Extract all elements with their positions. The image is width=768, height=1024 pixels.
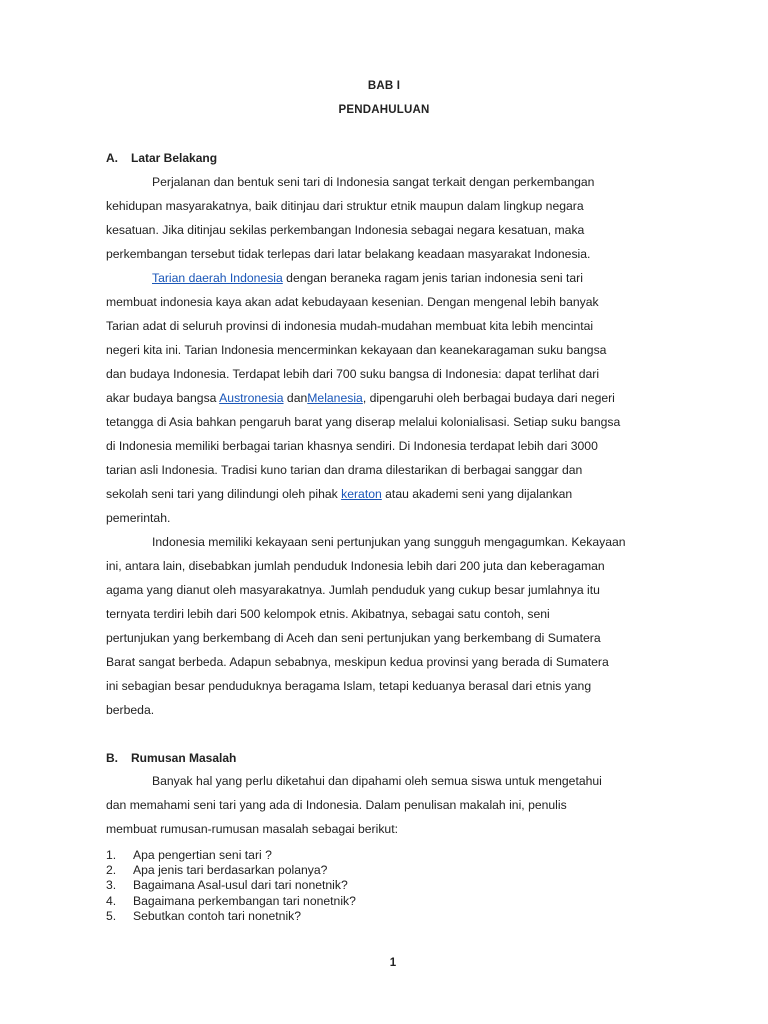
paragraph-line: Tarian adat di seluruh provinsi di indonesia mudah-mudahan membuat kita lebih mencintai <box>106 319 594 333</box>
paragraph-text: atau akademi seni yang dijalankan <box>381 487 573 501</box>
paragraph-line: membuat rumusan-rumusan masalah sebagai berikut: <box>106 822 398 836</box>
list-number: 1. <box>106 848 117 862</box>
paragraph-line: negeri kita ini. Tarian Indonesia mencerminkan kekayaan dan keanekaragaman suku bangsa <box>106 343 607 357</box>
paragraph-line: agama yang dianut oleh masyarakatnya. Jumlah penduduk yang cukup besar jumlahnya itu <box>106 583 600 597</box>
paragraph-line: Banyak hal yang perlu diketahui dan dipahami oleh semua siswa untuk mengetahui <box>152 774 602 788</box>
list-item <box>106 877 348 893</box>
list-number: 4. <box>106 894 117 908</box>
section-a-number: A. <box>106 151 118 165</box>
list-text: Bagaimana perkembangan tari nonetnik? <box>133 894 356 908</box>
chapter-title: PENDAHULUAN <box>338 104 430 116</box>
list-text: Bagaimana Asal-usul dari tari nonetnik? <box>133 878 348 892</box>
paragraph-text: sekolah seni tari yang dilindungi oleh pihak <box>106 487 342 501</box>
paragraph-line: berbeda. <box>106 703 155 717</box>
list-number: 5. <box>106 909 117 923</box>
paragraph-line: Barat sangat berbeda. Adapun sebabnya, meskipun kedua provinsi yang berada di Sumatera <box>106 655 609 669</box>
list-number: 2. <box>106 863 117 877</box>
list-item <box>106 847 272 863</box>
paragraph-text: akar budaya bangsa <box>106 391 220 405</box>
chapter-label: BAB I <box>367 80 401 92</box>
paragraph-line: kesatuan. Jika ditinjau sekilas perkembangan Indonesia sebagai negara kesatuan, maka <box>106 223 585 237</box>
paragraph-line: dan memahami seni tari yang ada di Indonesia. Dalam penulisan makalah ini, penulis <box>106 798 567 812</box>
paragraph-line: perkembangan tersebut tidak terlepas dari latar belakang keadaan masyarakat Indonesia. <box>106 247 591 261</box>
link-keraton[interactable]: keraton <box>341 487 382 501</box>
paragraph-line: pemerintah. <box>106 511 171 525</box>
paragraph-line: tetangga di Asia bahkan pengaruh barat yang diserap melalui kolonialisasi. Setiap suku bangsa <box>106 415 621 429</box>
list-text: Sebutkan contoh tari nonetnik? <box>133 909 302 923</box>
section-a-heading <box>106 151 217 165</box>
paragraph-text: , dipengaruhi oleh berbagai budaya dari negeri <box>362 391 615 405</box>
paragraph-line: dan budaya Indonesia. Terdapat lebih dari 700 suku bangsa di Indonesia: dapat terlihat dari <box>106 367 600 381</box>
list-item <box>106 862 327 878</box>
paragraph-line <box>106 486 572 502</box>
paragraph-line: tarian asli Indonesia. Tradisi kuno tarian dan drama dilestarikan di berbagai sanggar dan <box>106 463 583 477</box>
paragraph-line <box>152 270 583 286</box>
paragraph-line: pertunjukan yang berkembang di Aceh dan seni pertunjukan yang berkembang di Sumatera <box>106 631 601 645</box>
paragraph-line: membuat indonesia kaya akan adat kebudayaan kesenian. Dengan mengenal lebih banyak <box>106 295 599 309</box>
paragraph-line: ternyata terdiri lebih dari 500 kelompok etnis. Akibatnya, sebagai satu contoh, seni <box>106 607 550 621</box>
page-number: 1 <box>389 957 397 969</box>
paragraph-text: dan <box>283 391 308 405</box>
section-a-title: Latar Belakang <box>131 151 218 165</box>
link-melanesia[interactable]: Melanesia <box>307 391 363 405</box>
paragraph-line: ini sebagian besar penduduknya beragama Islam, tetapi keduanya berasal dari etnis yang <box>106 679 592 693</box>
list-text: Apa jenis tari berdasarkan polanya? <box>133 863 328 877</box>
section-b-number: B. <box>106 751 118 765</box>
paragraph-text: dengan beraneka ragam jenis tarian indonesia seni tari <box>282 271 583 285</box>
list-number: 3. <box>106 878 117 892</box>
link-tarian-daerah[interactable]: Tarian daerah Indonesia <box>152 271 283 285</box>
list-item <box>106 908 301 924</box>
link-austronesia[interactable]: Austronesia <box>219 391 284 405</box>
list-text: Apa pengertian seni tari ? <box>133 848 272 862</box>
paragraph-line: ini, antara lain, disebabkan jumlah penduduk Indonesia lebih dari 200 juta dan keberagaman <box>106 559 605 573</box>
section-b-title: Rumusan Masalah <box>131 751 237 765</box>
paragraph-line <box>106 390 615 406</box>
paragraph-line: di Indonesia memiliki berbagai tarian khasnya sendiri. Di Indonesia terdapat lebih dari 3000 <box>106 439 598 453</box>
paragraph-line: Perjalanan dan bentuk seni tari di Indonesia sangat terkait dengan perkembangan <box>152 175 595 189</box>
list-item <box>106 893 356 909</box>
paragraph-line: kehidupan masyarakatnya, baik ditinjau dari struktur etnik maupun dalam lingkup negara <box>106 199 584 213</box>
section-b-heading <box>106 751 236 765</box>
paragraph-line: Indonesia memiliki kekayaan seni pertunjukan yang sungguh mengagumkan. Kekayaan <box>152 535 626 549</box>
